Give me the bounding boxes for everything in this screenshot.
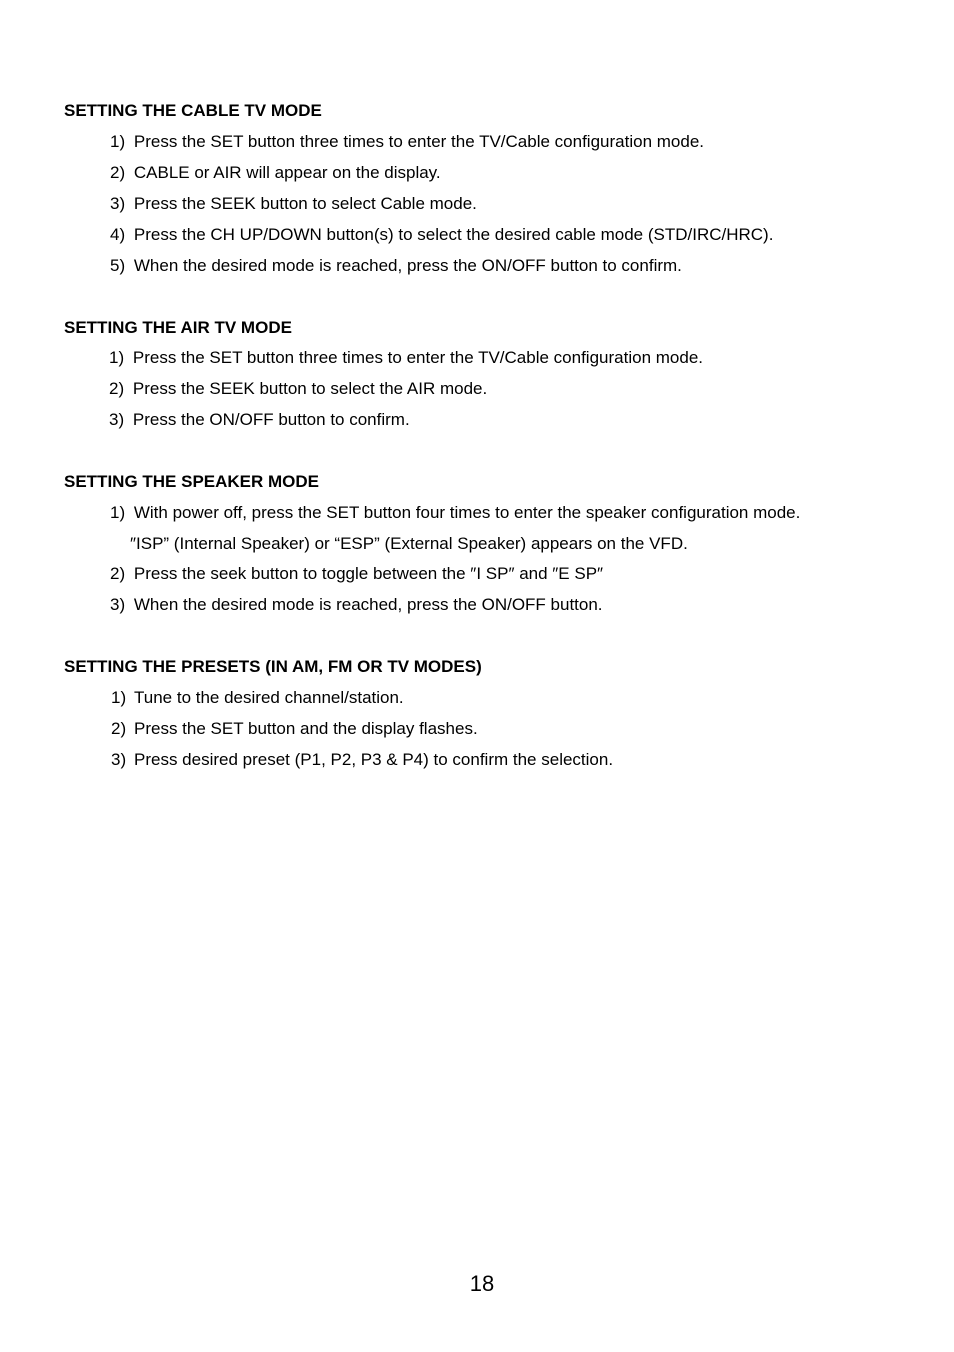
step-text: Press desired preset (P1, P2, P3 & P4) to confirm the selection. [134, 750, 614, 769]
step-number: 3) [110, 194, 126, 213]
step-number: 3) [109, 410, 125, 429]
step-continuation: ″ISP” (Internal Speaker) or “ESP” (External Speaker) appears on the VFD. [130, 534, 688, 553]
step-number: 3) [111, 750, 127, 769]
list-item [110, 132, 704, 152]
step-number: 2) [110, 163, 126, 182]
step-text: Press the SET button and the display flashes. [134, 719, 478, 738]
step-number: 2) [111, 719, 127, 738]
list-item [110, 503, 800, 523]
section-title-speaker: SETTING THE SPEAKER MODE [64, 472, 320, 491]
list-item [111, 719, 478, 739]
list-item [110, 194, 477, 214]
list-item [109, 410, 410, 430]
step-number: 2) [110, 564, 126, 583]
list-item [110, 163, 441, 183]
step-number: 5) [110, 256, 126, 275]
step-text: With power off, press the SET button four times to enter the speaker configuration mode. [133, 503, 801, 522]
list-item [111, 688, 404, 708]
list-item [110, 595, 603, 615]
list-item [109, 348, 703, 368]
step-number: 1) [111, 688, 127, 707]
list-item [109, 379, 487, 399]
step-number: 2) [109, 379, 125, 398]
list-item [111, 750, 613, 770]
step-text: Tune to the desired channel/station. [134, 688, 404, 707]
step-text: Press the SET button three times to enter the TV/Cable configuration mode. [133, 132, 704, 151]
page-number: 18 [469, 1271, 495, 1296]
step-number: 1) [110, 132, 126, 151]
section-title-presets: SETTING THE PRESETS (IN AM, FM OR TV MODES) [64, 657, 482, 676]
step-text: Press the seek button to toggle between the ″I SP″ and ″E SP″ [133, 564, 604, 583]
step-text: Press the ON/OFF button to confirm. [132, 410, 410, 429]
step-number: 4) [110, 225, 126, 244]
section-title-cable-tv: SETTING THE CABLE TV MODE [64, 101, 322, 120]
step-number: 3) [110, 595, 126, 614]
step-text: Press the CH UP/DOWN button(s) to select the desired cable mode (STD/IRC/HRC). [133, 225, 774, 244]
list-item [110, 256, 682, 276]
step-number: 1) [109, 348, 125, 367]
list-item [110, 564, 603, 584]
step-text: Press the SEEK button to select Cable mode. [133, 194, 477, 213]
step-text: CABLE or AIR will appear on the display. [133, 163, 441, 182]
list-item [110, 225, 773, 245]
step-number: 1) [110, 503, 126, 522]
step-text: When the desired mode is reached, press the ON/OFF button to confirm. [133, 256, 682, 275]
step-text: When the desired mode is reached, press the ON/OFF button. [133, 595, 603, 614]
step-text: Press the SET button three times to enter the TV/Cable configuration mode. [132, 348, 703, 367]
section-title-air-tv: SETTING THE AIR TV MODE [64, 318, 292, 337]
step-text: Press the SEEK button to select the AIR mode. [132, 379, 488, 398]
